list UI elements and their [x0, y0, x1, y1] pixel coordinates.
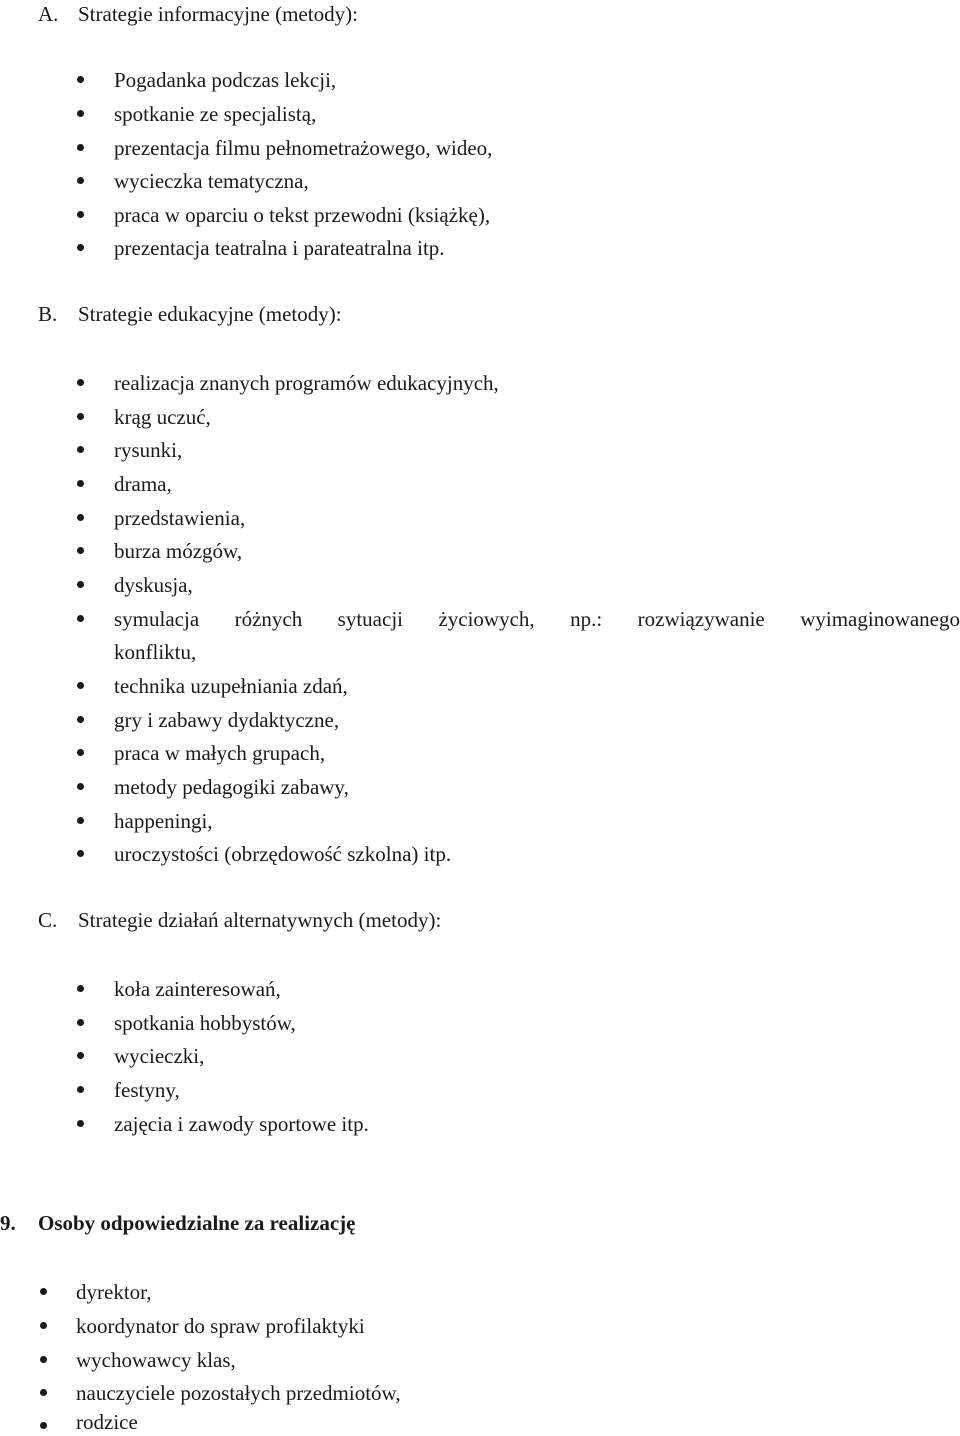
bullet-icon	[77, 177, 84, 184]
section-b-item: happeningi,	[114, 809, 213, 833]
section-c-item: wycieczki,	[114, 1044, 205, 1068]
bullet-icon	[40, 1288, 47, 1295]
bullet-icon	[77, 985, 84, 992]
bullet-icon	[77, 76, 84, 83]
bullet-icon	[40, 1356, 47, 1363]
section-c-heading	[38, 908, 441, 932]
bullet-icon	[77, 749, 84, 756]
section-9-item: rodzice	[76, 1410, 138, 1434]
section-b-item: uroczystości (obrzędowość szkolna) itp.	[114, 842, 452, 866]
section-9-title: Osoby odpowiedzialne za realizację	[38, 1211, 356, 1235]
bullet-icon	[77, 850, 84, 857]
section-b-item: burza mózgów,	[114, 539, 243, 563]
bullet-icon	[77, 244, 84, 251]
section-a-item: prezentacja filmu pełnometrażowego, wideo,	[114, 136, 493, 160]
section-c-item: koła zainteresowań,	[114, 977, 281, 1001]
bullet-icon	[77, 817, 84, 824]
bullet-icon	[77, 144, 84, 151]
bullet-icon	[77, 413, 84, 420]
bullet-icon	[40, 1322, 47, 1329]
section-b-item: rysunki,	[114, 438, 183, 462]
bullet-icon	[77, 110, 84, 117]
section-9-item: dyrektor,	[76, 1280, 152, 1304]
section-b-item: praca w małych grupach,	[114, 741, 326, 765]
section-c-item: festyny,	[114, 1078, 180, 1102]
section-b-item: dyskusja,	[114, 573, 193, 597]
section-b-item: symulacja różnych sytuacji życiowych, np.: rozwiązywanie wyimaginowanego	[114, 607, 960, 631]
section-b-item: metody pedagogiki zabawy,	[114, 775, 349, 799]
section-9-item: koordynator do spraw profilaktyki	[76, 1314, 365, 1338]
section-c-letter: C.	[38, 908, 58, 932]
section-b-title: Strategie edukacyjne (metody):	[78, 302, 342, 326]
section-a-item: wycieczka tematyczna,	[114, 169, 309, 193]
section-b-item: gry i zabawy dydaktyczne,	[114, 708, 340, 732]
section-c-item: spotkania hobbystów,	[114, 1011, 296, 1035]
section-b-item: krąg uczuć,	[114, 405, 211, 429]
bullet-icon	[77, 446, 84, 453]
bullet-icon	[77, 211, 84, 218]
section-9-number: 9.	[0, 1211, 16, 1235]
bullet-icon	[77, 1086, 84, 1093]
section-a-letter: A.	[38, 2, 59, 26]
section-9-item: wychowawcy klas,	[76, 1348, 236, 1372]
bullet-icon	[77, 716, 84, 723]
bullet-icon	[77, 547, 84, 554]
bullet-icon	[77, 682, 84, 689]
section-b-letter: B.	[38, 302, 58, 326]
bullet-icon	[77, 1120, 84, 1127]
section-b-heading	[38, 302, 342, 326]
section-b-item: technika uzupełniania zdań,	[114, 674, 348, 698]
section-a-item: prezentacja teatralna i parateatralna itp.	[114, 236, 445, 260]
bullet-icon	[77, 615, 84, 622]
section-a-item: praca w oparciu o tekst przewodni (książkę),	[114, 203, 491, 227]
bullet-icon	[77, 1019, 84, 1026]
section-a-heading	[38, 2, 358, 26]
bullet-icon	[77, 783, 84, 790]
section-a-item: spotkanie ze specjalistą,	[114, 102, 317, 126]
section-9-item: nauczyciele pozostałych przedmiotów,	[76, 1381, 401, 1405]
bullet-icon	[77, 379, 84, 386]
section-a-title: Strategie informacyjne (metody):	[78, 2, 358, 26]
bullet-icon	[77, 1052, 84, 1059]
section-b-item: realizacja znanych programów edukacyjnych,	[114, 371, 499, 395]
section-b-item-continuation: konfliktu,	[114, 640, 197, 664]
bullet-icon	[77, 480, 84, 487]
section-b-item: przedstawienia,	[114, 506, 246, 530]
section-a-item: Pogadanka podczas lekcji,	[114, 68, 337, 92]
bullet-icon	[77, 581, 84, 588]
bullet-icon	[40, 1422, 47, 1429]
section-c-item: zajęcia i zawody sportowe itp.	[114, 1112, 369, 1136]
bullet-icon	[77, 514, 84, 521]
section-c-title: Strategie działań alternatywnych (metody):	[78, 908, 442, 932]
bullet-icon	[40, 1389, 47, 1396]
section-b-item: drama,	[114, 472, 172, 496]
section-9-heading	[0, 1211, 356, 1235]
